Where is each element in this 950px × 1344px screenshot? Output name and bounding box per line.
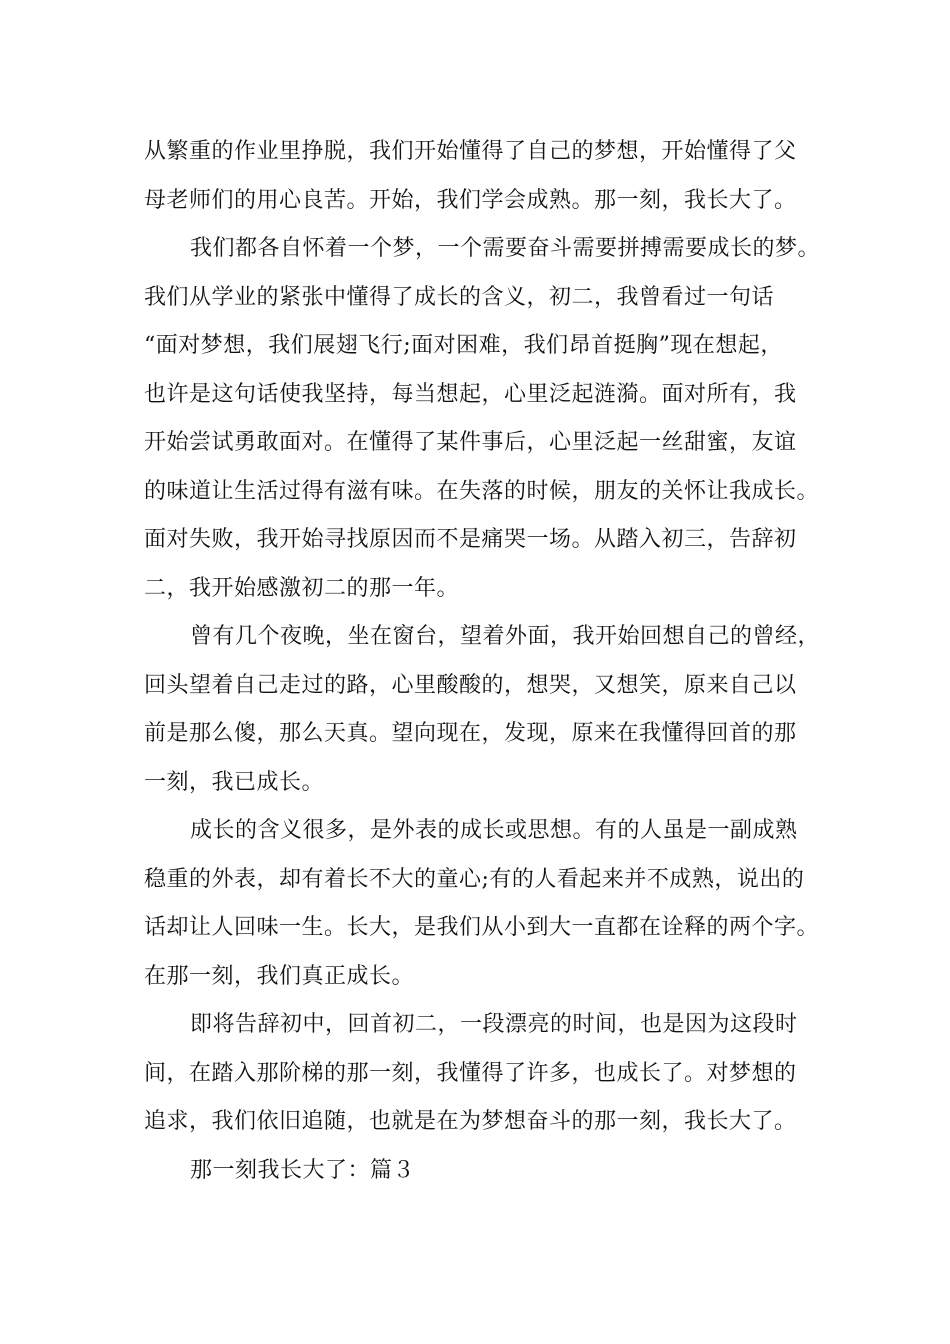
text-line: 前是那么傻，那么天真。望向现在，发现，原来在我懂得回首的那	[144, 721, 797, 746]
text-line: 也许是这句话使我坚持，每当想起，心里泛起涟漪。面对所有，我	[144, 381, 797, 407]
text-line: 即将告辞初中，回首初二，一段漂亮的时间，也是因为这段时	[190, 1012, 798, 1037]
document-page	[144, 132, 824, 1199]
text-line: 我们都各自怀着一个梦，一个需要奋斗需要拼搏需要成长的梦。	[190, 236, 821, 261]
text-line: 母老师们的用心良苦。开始，我们学会成熟。那一刻，我长大了。	[144, 187, 797, 213]
text-line: “面对梦想，我们展翅飞行;面对困难，我们昂首挺胸”现在想起，	[144, 333, 783, 358]
text-line: 回头望着自己走过的路，心里酸酸的，想哭，又想笑，原来自己以	[144, 672, 797, 698]
text-line: 话却让人回味一生。长大，是我们从小到大一直都在诠释的两个字。	[144, 915, 820, 940]
text-line: 的味道让生活过得有滋有味。在失落的时候，朋友的关怀让我成长。	[144, 478, 820, 504]
text-line: 二，我开始感激初二的那一年。	[144, 575, 460, 601]
text-line: 从繁重的作业里挣脱，我们开始懂得了自己的梦想，开始懂得了父	[144, 139, 797, 164]
text-line: 间，在踏入那阶梯的那一刻，我懂得了许多，也成长了。对梦想的	[144, 1060, 797, 1086]
text-line: 在那一刻，我们真正成长。	[144, 963, 415, 989]
text-line: 曾有几个夜晚，坐在窗台，望着外面，我开始回想自己的曾经，	[190, 624, 821, 649]
text-line: 一刻，我已成长。	[144, 769, 325, 795]
section-heading: 那一刻我长大了：篇３	[190, 1157, 416, 1183]
text-line: 稳重的外表，却有着长不大的童心;有的人看起来并不成熟，说出的	[144, 866, 805, 892]
text-line: 开始尝试勇敢面对。在懂得了某件事后，心里泛起一丝甜蜜，友谊	[144, 430, 797, 455]
text-line: 成长的含义很多，是外表的成长或思想。有的人虽是一副成熟	[190, 818, 798, 843]
text-line: 面对失败，我开始寻找原因而不是痛哭一场。从踏入初三，告辞初	[144, 527, 797, 552]
text-line: 我们从学业的紧张中懂得了成长的含义，初二，我曾看过一句话	[144, 284, 775, 310]
text-line: 追求，我们依旧追随，也就是在为梦想奋斗的那一刻，我长大了。	[144, 1109, 797, 1134]
